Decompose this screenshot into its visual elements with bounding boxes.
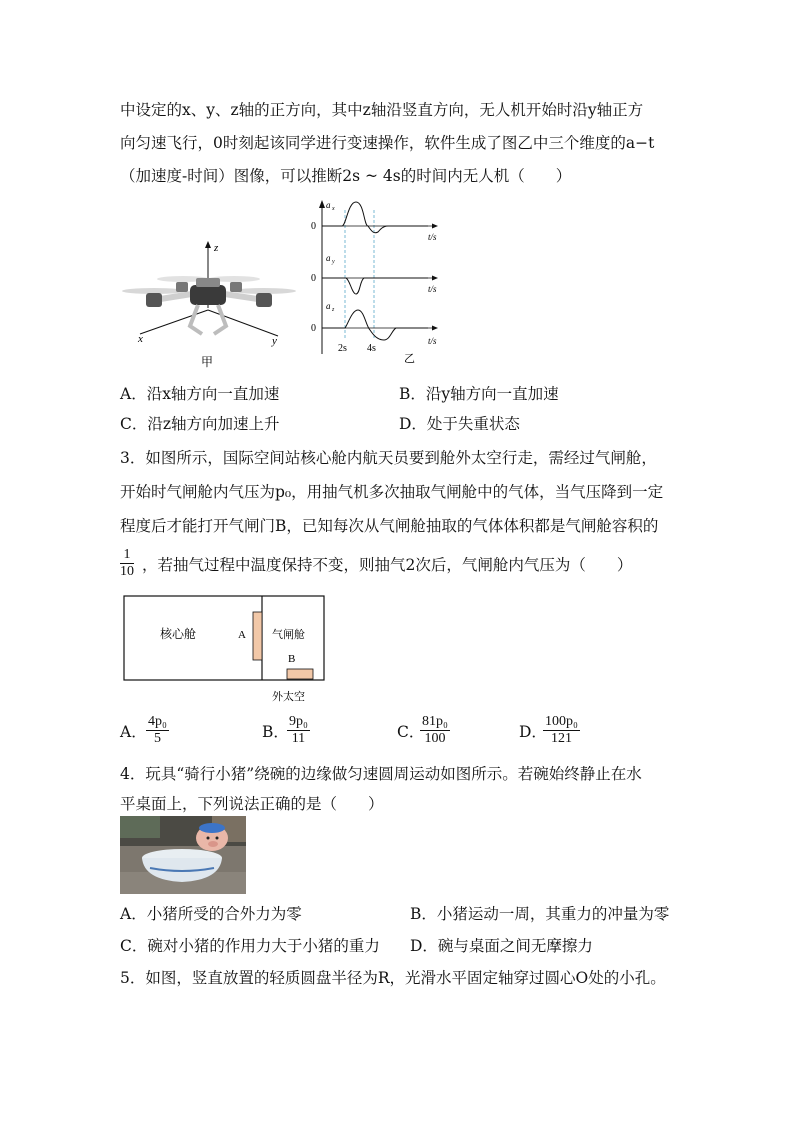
- zero-label-1: 0: [311, 221, 316, 232]
- q2-text-line-1: 中设定的x、y、z轴的正方向，其中z轴沿竖直方向，无人机开始时沿y轴正方: [120, 101, 644, 119]
- q3-fraction: $\frac{1}{10}$: [120, 547, 134, 579]
- drone-figure: [118, 238, 300, 370]
- door-a-label: A: [238, 629, 246, 641]
- q2-text-line-3: （加速度-时间）图像，可以推断2s ~ 4s的时间内无人机（ ）: [120, 167, 572, 185]
- time-label-2: t/s: [428, 284, 437, 294]
- airlock-figure: [120, 592, 330, 707]
- q4-option-a: A．小猪所受的合外力为零: [120, 905, 302, 923]
- q5-text-line-1: 5．如图，竖直放置的轻质圆盘半径为R，光滑水平固定轴穿过圆心O处的小孔。: [120, 969, 666, 987]
- q2-option-d: D．处于失重状态: [399, 415, 520, 433]
- q3-option-c-frac: $\frac{\text{81p₀}}{100}$: [422, 714, 448, 746]
- q3-option-a-letter: A．: [120, 723, 147, 741]
- zero-label-3: 0: [311, 323, 316, 334]
- q3-option-d-letter: D．: [519, 723, 547, 741]
- q3-text-line-1: 3．如图所示，国际空间站核心舱内航天员要到舱外太空行走，需经过气闸舱，: [120, 449, 657, 467]
- tick-4s: 4s: [367, 343, 376, 354]
- pig-bowl-photo: [120, 816, 246, 894]
- airlock-label: 气闸舱: [272, 629, 305, 641]
- time-label-3: t/s: [428, 336, 437, 346]
- q4-text-line-1: 4．玩具“骑行小猪”绕碗的边缘做匀速圆周运动如图所示。若碗始终静止在水: [120, 765, 642, 783]
- q3-option-b-letter: B．: [262, 723, 289, 741]
- graph-caption: 乙: [404, 353, 415, 365]
- axis-y-label: y: [272, 335, 277, 347]
- q4-option-d: D．碗与桌面之间无摩擦力: [410, 937, 593, 955]
- door-b-shape: [287, 669, 313, 679]
- door-a-shape: [253, 612, 262, 660]
- q3-option-a-frac: $\frac{\text{4p₀}}{5}$: [148, 714, 167, 746]
- az-label: a: [326, 301, 331, 311]
- q4-text-line-2: 平桌面上，下列说法正确的是（ ）: [120, 795, 384, 813]
- q3-option-d-frac: $\frac{\text{100p₀}}{121}$: [545, 714, 578, 746]
- q2-option-c: C．沿z轴方向加速上升: [120, 415, 280, 433]
- az-curve: [322, 310, 428, 340]
- q3-option-b-frac: $\frac{\text{9p₀}}{11}$: [289, 714, 308, 746]
- q3-text-line-3: 程度后才能打开气闸门B，已知每次从气闸舱抽取的气体体积都是气闸舱容积的: [120, 517, 659, 535]
- at-graph-figure: [308, 198, 448, 366]
- drone-caption: 甲: [201, 355, 214, 369]
- ax-curve: [322, 202, 428, 233]
- svg-text:y: y: [332, 259, 335, 265]
- ay-label: a: [326, 253, 331, 263]
- q3-text-line-4: ，若抽气过程中温度保持不变，则抽气2次后，气闸舱内气压为（ ）: [142, 556, 633, 574]
- outer-space-label: 外太空: [272, 691, 305, 703]
- svg-text:z: z: [332, 307, 335, 313]
- zero-label-2: 0: [311, 273, 316, 284]
- q3-option-c-letter: C．: [397, 723, 425, 741]
- svg-text:x: x: [332, 206, 335, 212]
- axis-z-label: z: [214, 242, 219, 254]
- time-label-1: t/s: [428, 232, 437, 242]
- q3-text-line-2: 开始时气闸舱内气压为p₀，用抽气机多次抽取气闸舱中的气体，当气压降到一定: [120, 483, 664, 501]
- ax-label: a: [326, 200, 331, 210]
- q4-option-b: B．小猪运动一周，其重力的冲量为零: [410, 905, 670, 923]
- q2-option-b: B．沿y轴方向一直加速: [399, 385, 559, 403]
- door-b-label: B: [288, 653, 296, 665]
- q2-text-line-2: 向匀速飞行，0时刻起该同学进行变速操作，软件生成了图乙中三个维度的a−t: [120, 134, 655, 152]
- core-module-label: 核心舱: [160, 627, 197, 641]
- ay-curve: [322, 278, 428, 294]
- axis-x-label: x: [138, 333, 143, 345]
- tick-2s: 2s: [338, 343, 347, 354]
- q4-option-c: C．碗对小猪的作用力大于小猪的重力: [120, 937, 380, 955]
- q2-option-a: A．沿x轴方向一直加速: [120, 385, 280, 403]
